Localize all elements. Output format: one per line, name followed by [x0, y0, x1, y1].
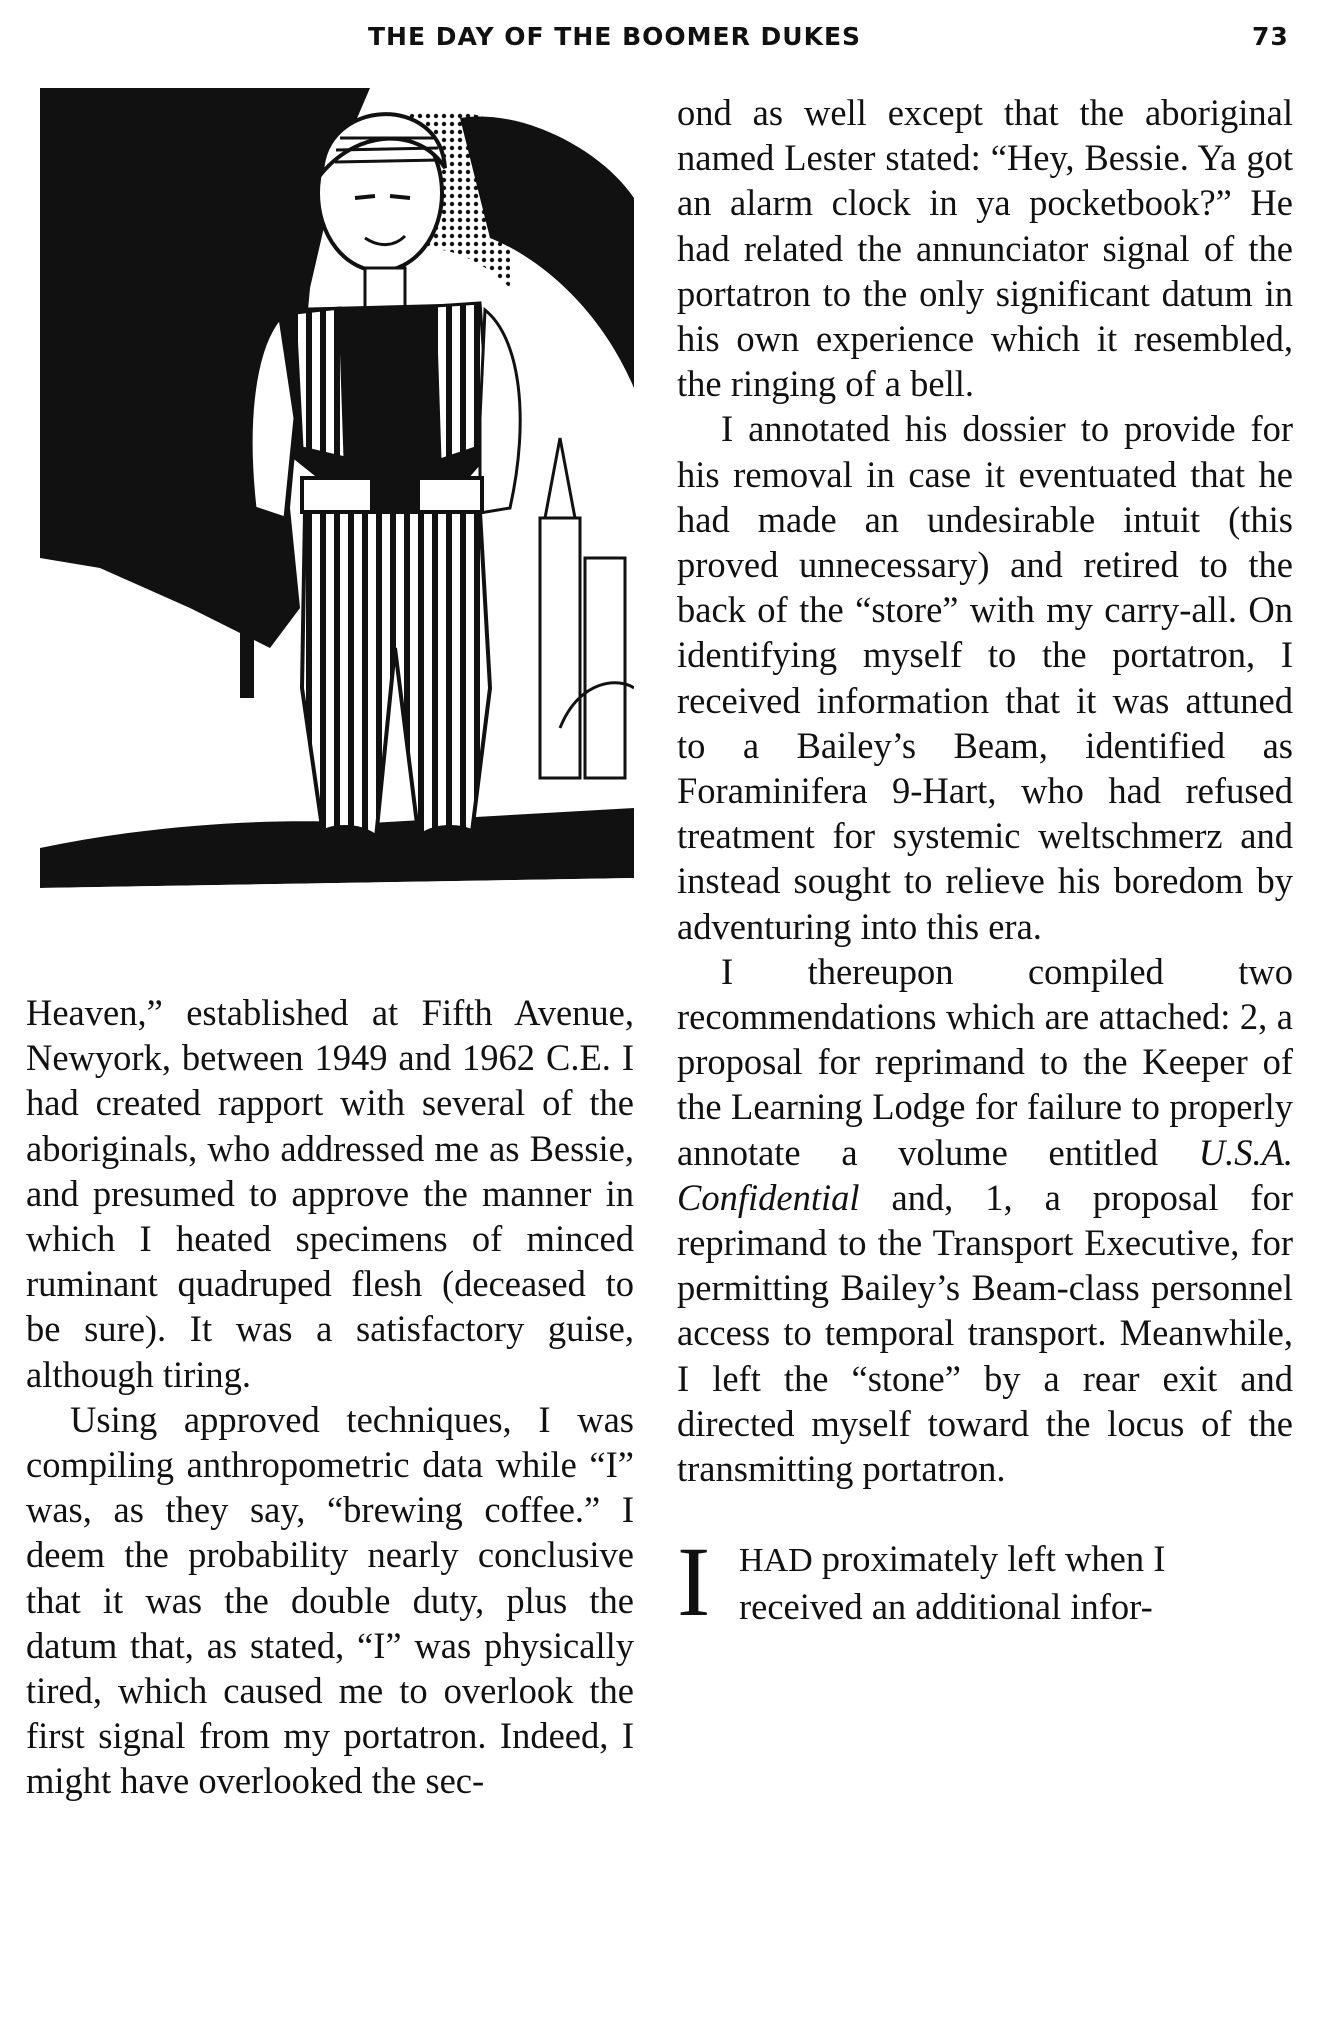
small-caps-lead: HAD: [739, 1542, 813, 1580]
left-text-column: [26, 990, 634, 1804]
page-number: 73: [1252, 22, 1289, 51]
paragraph-text: proximately left when I received an additional infor-: [739, 1538, 1166, 1627]
paragraph: ond as well except that the aboriginal named Lester stated: “Hey, Bessie. Ya got an alarm clock in ya pocketbook?” He had related the annunciator signal of the portatron to the only significant datum in his own experience which it resembled, the ringing of a bell.: [677, 92, 1293, 405]
drop-cap-paragraph: [677, 1526, 1293, 1638]
book-title: U.S.A. Confidential: [677, 1131, 1293, 1218]
running-title: THE DAY OF THE BOOMER DUKES: [368, 22, 862, 51]
paragraph: Heaven,” established at Fifth Avenue, Newyork, between 1949 and 1962 C.E. I had created rapport with several of the aboriginals, who addressed me as Bessie, and presumed to approve the manner in which I heated specimens of minced ruminant quadruped flesh (deceased to be sure). It was a satisfactory guise, although tiring.: [26, 992, 634, 1395]
boomer-duke-illustration: [40, 88, 634, 970]
paragraph: I annotated his dossier to provide for his removal in case it eventuated that he had made an undesirable intuit (this proved unnecessary) and retired to the back of the “store” with my carry-all. On identifying myself to the portatron, I received information that it was attuned to a Bailey’s Beam, identified as Foraminifera 9-Hart, who had refused treatment for systemic weltschmerz and instead sought to relieve his boredom by adventuring into this era.: [677, 408, 1293, 947]
boomer-duke-figure-icon: [40, 88, 634, 970]
section-break: [677, 1491, 1293, 1536]
paragraph: Using approved techniques, I was compiling anthropometric data while “I” was, as they say, “brewing coffee.” I deem the probability nearly conclusive that it was the double duty, plus the datum that, as stated, “I” was physically tired, which caused me to overlook the first signal from my portatron. Indeed, I might have overlooked the sec-: [26, 1398, 634, 1802]
paragraph: [677, 949, 1293, 1491]
running-head: [0, 18, 1317, 58]
paragraph-text: and, 1, a proposal for reprimand to the Transport Executive, for permitting Bailey’s Beam-class personnel access to temporal transport. Meanwhile, I left the “stone” by a rear exit and directed myself toward the locus of the transmitting portatron.: [677, 1176, 1293, 1490]
drop-cap: I: [677, 1526, 711, 1638]
right-text-column: [677, 90, 1293, 1638]
paragraph-text: I thereupon compiled two recommendations which are attached: 2, a proposal for reprimand to the Keeper of the Learning Lodge for failure to properly annotate a volume entitled: [677, 950, 1293, 1173]
